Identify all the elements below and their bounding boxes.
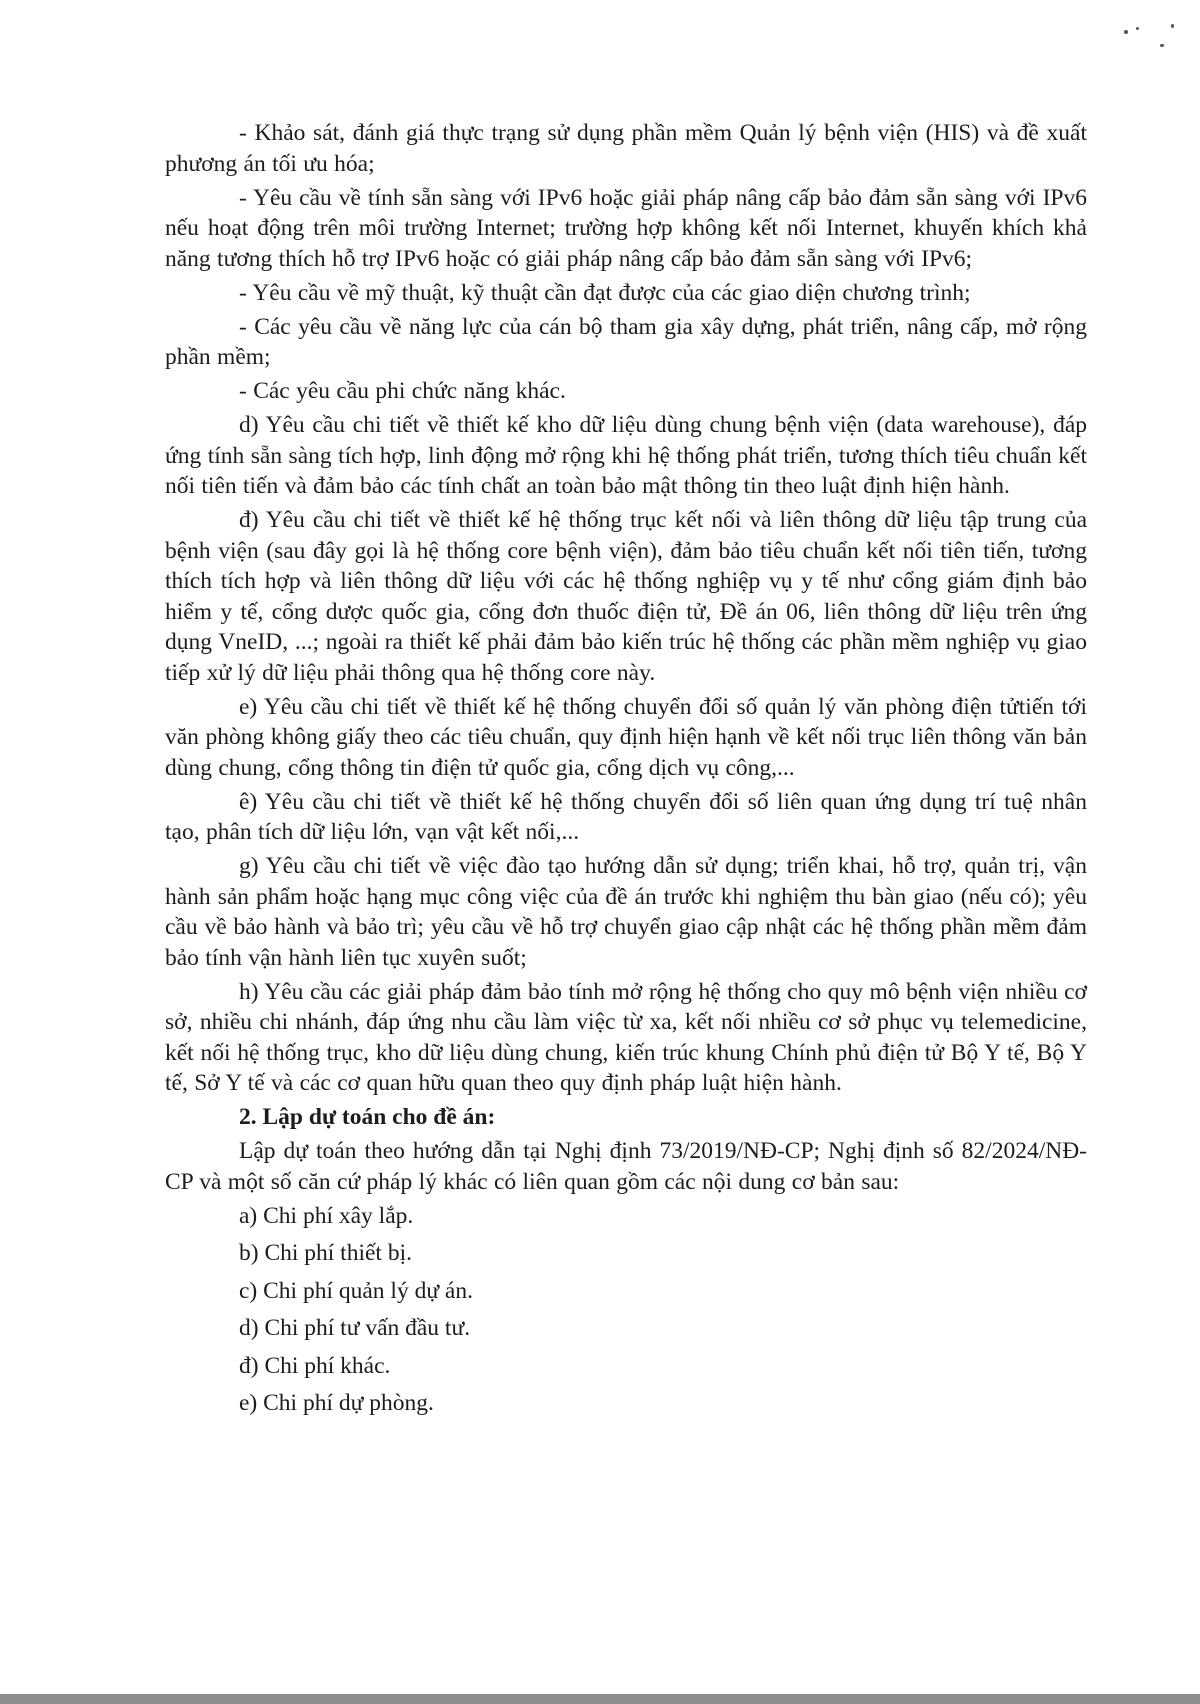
cost-item: e) Chi phí dự phòng. xyxy=(239,1390,434,1416)
paragraph-his-survey: - Khảo sát, đánh giá thực trạng sử dụng phần mềm Quản lý bệnh viện (HIS) và đề xuất phương án tối ưu hóa; xyxy=(165,120,1087,177)
paragraph-e-office: e) Yêu cầu chi tiết về thiết kế hệ thống chuyển đổi số quản lý văn phòng điện tửtiến tới văn phòng không giấy theo các tiêu chuẩn, quy định hiện hạnh về kết nối trục liên thông văn bản dùng chung, cổng thông tin điện tử quốc gia, cổng dịch vụ công,... xyxy=(165,693,1087,781)
section-intro: Lập dự toán theo hướng dẫn tại Nghị định 73/2019/NĐ-CP; Nghị định số 82/2024/NĐ-CP và một số căn cứ pháp lý khác có liên quan gồm các nội dung cơ bản sau: xyxy=(165,1138,1087,1195)
section-heading: 2. Lập dự toán cho đề án: xyxy=(239,1104,496,1130)
document-body xyxy=(165,118,1087,1426)
cost-item: a) Chi phí xây lắp. xyxy=(239,1202,414,1229)
paragraph-ai-bigdata: ê) Yêu cầu chi tiết về thiết kế hệ thống chuyển đổi số liên quan ứng dụng trí tuệ nhân tạo, phân tích dữ liệu lớn, vạn vật kết nối,... xyxy=(165,788,1087,845)
paragraph-ipv6-requirement: - Yêu cầu về tính sẵn sàng với IPv6 hoặc giải pháp nâng cấp bảo đảm sẵn sàng với IPv6 nếu hoạt động trên môi trường Internet; trường hợp không kết nối Internet, khuyến khích khả năng tương thích hỗ trợ IPv6 hoặc có giải pháp nâng cấp bảo đảm sẵn sàng với IPv6; xyxy=(165,184,1087,272)
paragraph-data-warehouse: d) Yêu cầu chi tiết về thiết kế kho dữ liệu dùng chung bệnh viện (data warehouse), đáp ứng tính sẵn sàng tích hợp, linh động mở rộng khi hệ thống phát triển, tương thích tiêu chuẩn kết nối tiên tiến và đảm bảo các tính chất an toàn bảo mật thông tin theo luật định hiện hành. xyxy=(165,412,1087,499)
paragraph-staff-capacity: - Các yêu cầu về năng lực của cán bộ tham gia xây dựng, phát triển, nâng cấp, mở rộng phần mềm; xyxy=(165,313,1087,370)
cost-item: b) Chi phí thiết bị. xyxy=(239,1240,412,1266)
scan-speck xyxy=(1124,30,1128,34)
scan-bottom-edge xyxy=(0,1694,1200,1704)
paragraph-training: g) Yêu cầu chi tiết về việc đào tạo hướng dẫn sử dụng; triển khai, hỗ trợ, quản trị, vận hành sản phẩm hoặc hạng mục công việc của đề án trước khi nghiệm thu bàn giao (nếu có); yêu cầu về bảo hành và bảo trì; yêu cầu về hỗ trợ chuyển giao cập nhật các hệ thống phần mềm đảm bảo tính vận hành liên tục xuyên suốt; xyxy=(165,853,1087,971)
paragraph-non-functional: - Các yêu cầu phi chức năng khác. xyxy=(239,378,566,404)
paragraph-core-system: đ) Yêu cầu chi tiết về thiết kế hệ thống trục kết nối và liên thông dữ liệu tập trung của bệnh viện (sau đây gọi là hệ thống core bệnh viện), đảm bảo tiêu chuẩn kết nối tiên tiến, tương thích tích hợp và liên thông dữ liệu với các hệ thống nghiệp vụ y tế như cổng giám định bảo hiểm y tế, cổng dược quốc gia, cổng đơn thuốc điện tử, Đề án 06, liên thông dữ liệu trên ứng dụng VneID, ...; ngoài ra thiết kế phải đảm bảo kiến trúc hệ thống các phần mềm nghiệp vụ giao tiếp xử lý dữ liệu phải thông qua hệ thống core này. xyxy=(165,507,1087,686)
cost-item: d) Chi phí tư vấn đầu tư. xyxy=(239,1315,471,1341)
paragraph-scalability: h) Yêu cầu các giải pháp đảm bảo tính mở rộng hệ thống cho quy mô bệnh viện nhiều cơ sở, nhiều chi nhánh, đáp ứng nhu cầu làm việc từ xa, kết nối nhiều cơ sở phục vụ telemedicine, kết nối hệ thống trục, kho dữ liệu dùng chung, kiến trúc khung Chính phủ điện tử Bộ Y tế, Bộ Y tế, Sở Y tế và các cơ quan hữu quan theo quy định pháp luật hiện hành. xyxy=(165,978,1087,1096)
cost-item: c) Chi phí quản lý dự án. xyxy=(239,1277,473,1304)
scan-speck xyxy=(1160,44,1164,47)
cost-item: đ) Chi phí khác. xyxy=(239,1352,391,1379)
scan-speck xyxy=(1136,27,1139,30)
scan-speck xyxy=(1171,24,1174,28)
paragraph-interface-requirement: - Yêu cầu về mỹ thuật, kỹ thuật cần đạt được của các giao diện chương trình; xyxy=(239,279,971,306)
